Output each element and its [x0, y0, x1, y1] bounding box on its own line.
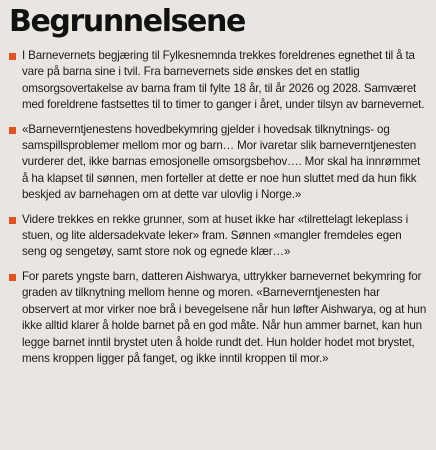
paragraph-text: «Barneverntjenestens hovedbekymring gjelder i hovedsak tilknytnings- og samspillsproblemer mellom mor og barn… Mor ivaretar slik barneverntjenesten vurderer det, ikke barnas emosjonelle omsorgsbehov…. Mor skal ha innrømmet å ha klapset til sønnen, men forteller at dette er noe hun sluttet med da hun fikk beskjed av barnehagen om at dette var ulovlig i Norge.»	[22, 122, 421, 202]
square-bullet-icon	[9, 217, 16, 224]
paragraph-2	[9, 122, 428, 204]
square-bullet-icon	[9, 53, 16, 60]
paragraph-1	[9, 48, 428, 114]
square-bullet-icon	[9, 274, 16, 281]
paragraph-text: For parets yngste barn, datteren Aishwarya, uttrykker barnevernet bekymring for graden av tilknytning mellom henne og moren. «Barneverntjenesten har observert at mor virker noe brå i bevegelsene når hun løfter Aishwarya, og at hun ikke alltid klarer å holde barnet på en god måte. Når hun ammer barnet, kan hun legge barnet inntil brystet uten å holde rundt det. Hun holder hodet mot brystet, mens kroppen ligger på fanget, og ikke inntil kroppen til mor.»	[22, 269, 427, 365]
paragraph-3	[9, 212, 428, 261]
paragraph-text: Videre trekkes en rekke grunner, som at huset ikke har «tilrettelagt lekeplass i stuen, og lite aldersadekvate leker» fram. Sønnen «mangler fremdeles egen seng og sengetøy, samt store nok og egnede klær…»	[22, 212, 409, 259]
article-title: Begrunnelsene	[9, 4, 245, 39]
square-bullet-icon	[9, 127, 16, 134]
paragraph-text: I Barnevernets begjæring til Fylkesnemnda trekkes foreldrenes egnethet til å ta vare på barna sine i tvil. Fra barnevernets side ønskes det en statlig omsorgsovertakelse av barna fram til fylte 18 år, til år 2026 og 2028. Samværet med foreldrene fastsettes til to timer to ganger i året, under tilsyn av barnevernet.	[22, 49, 425, 112]
paragraph-4	[9, 269, 428, 367]
